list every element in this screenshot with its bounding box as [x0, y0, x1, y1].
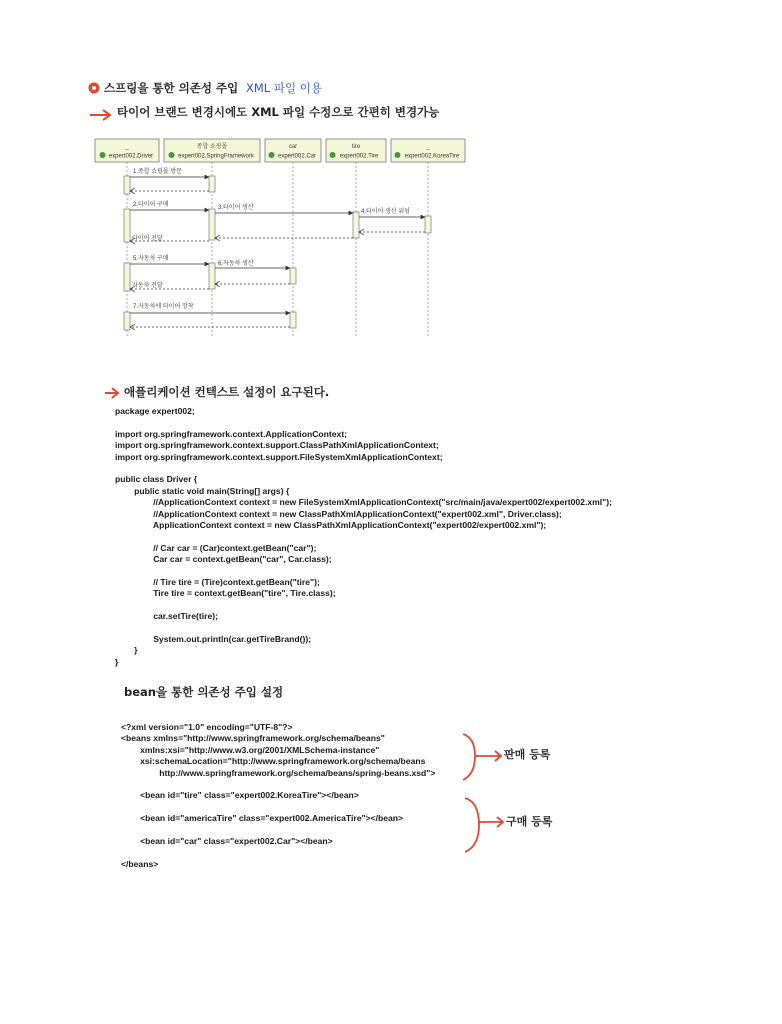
lifeline-dashes [127, 162, 428, 338]
message-6 [215, 259, 290, 284]
xml-line: <?xml version="1.0" encoding="UTF-8"?> [121, 722, 293, 732]
note-app-context: 애플리케이션 컨텍스트 설정이 요구된다. [124, 385, 330, 399]
lifeline-label: expert002.KoreaTire [404, 153, 460, 160]
code-line: import org.springframework.context.ApplicationContext; [115, 428, 348, 439]
note-buyer-register: 구매 등록 [506, 815, 553, 828]
xml-line [121, 779, 435, 790]
message-label: 1.종합 쇼핑몰 방문 [133, 169, 182, 175]
lifeline-label: expert002.Driver [108, 153, 154, 160]
code-line [115, 600, 612, 611]
note-spring-di: 스프링을 통한 의존성 주입 [104, 81, 239, 95]
message-label: 자동차 전달 [132, 283, 163, 289]
message-label: 타이어 전달 [132, 236, 163, 242]
message-5 [130, 254, 209, 264]
code-line: Tire tire = context.getBean("tire", Tire.class); [115, 588, 336, 599]
message-4 [215, 207, 425, 238]
message-7 [130, 302, 290, 327]
lifeline-koreatire [391, 139, 465, 162]
message-tire-return [130, 234, 209, 242]
code-line: import org.springframework.context.support.ClassPathXmlApplicationContext; [115, 440, 439, 451]
lifeline-car [265, 139, 321, 162]
message-car-return [130, 281, 209, 289]
code-line: ApplicationContext context = new ClassPathXmlApplicationContext("expert002/expert002.xml"); [115, 519, 547, 530]
sequence-diagram [0, 0, 782, 345]
java-code-block [115, 406, 612, 668]
lifeline-stereotype: tire [351, 144, 361, 150]
note-tire-brand-change: 타이어 브랜드 변경시에도 XML 파일 수정으로 간편히 변경가능 [117, 105, 440, 119]
note-xml-file: XML 파일 이용 [246, 81, 322, 95]
message-label: 6.자동차 생산 [218, 261, 254, 267]
code-line: } [115, 645, 138, 656]
code-line: // Car car = (Car)context.getBean("car"); [115, 542, 317, 553]
code-line [115, 565, 612, 576]
code-line [115, 463, 612, 474]
message-label: 3.타이어 생산 [218, 205, 254, 211]
class-icon [169, 152, 175, 158]
activation-bar [209, 209, 215, 240]
lifeline-stereotype: 종합 쇼핑몰 [196, 144, 228, 150]
activation-bar [290, 312, 296, 328]
code-line: import org.springframework.context.support.FileSystemXmlApplicationContext; [115, 451, 443, 462]
xml-line [121, 802, 435, 813]
message-label: 4.타이어 생산 위임 [361, 209, 410, 215]
activation-bar [124, 176, 130, 194]
activation-bar [425, 216, 431, 233]
note-bean-setup: bean을 통한 의존성 주입 설정 [124, 685, 284, 699]
activation-bar [124, 209, 130, 242]
code-line: car.setTire(tire); [115, 611, 219, 622]
activation-bar [209, 263, 215, 289]
xml-line: </beans> [121, 858, 159, 869]
activation-bar [353, 212, 359, 238]
lifeline-label: expert002.Car [277, 153, 317, 160]
xml-line [121, 825, 435, 836]
lifeline-springframework [164, 139, 260, 162]
lifeline-stereotype: _ [125, 144, 129, 150]
message-1 [130, 167, 209, 191]
xml-line: <bean id="car" class="expert002.Car"></bean> [121, 835, 333, 846]
red-arrow-icon [103, 386, 123, 400]
activation-bar [124, 263, 130, 291]
message-label: 2.타이어 구매 [133, 202, 169, 208]
lifeline-driver [95, 139, 159, 162]
activation-bar [290, 268, 296, 284]
xml-code-block [121, 722, 435, 870]
code-line [115, 531, 612, 542]
class-icon [395, 152, 401, 158]
xml-line: xmlns:xsi="http://www.w3.org/2001/XMLSchema-instance" [121, 744, 380, 755]
code-line: package expert002; [115, 406, 195, 416]
message-3 [215, 203, 353, 213]
code-line: } [115, 656, 119, 667]
lifeline-label: expert002.Tire [339, 153, 379, 160]
code-line: System.out.println(car.getTireBrand()); [115, 633, 312, 644]
class-icon [269, 152, 275, 158]
xml-line: <beans xmlns="http://www.springframework.org/schema/beans" [121, 733, 385, 744]
message-label: 7.자동차에 타이어 장착 [133, 304, 194, 310]
xml-line [121, 847, 435, 858]
code-line [115, 622, 612, 633]
class-icon [100, 152, 106, 158]
xml-line: <bean id="tire" class="expert002.KoreaTire"></bean> [121, 790, 359, 801]
activation-bar [124, 312, 130, 330]
code-line: public class Driver { [115, 474, 198, 485]
code-line: // Tire tire = (Tire)context.getBean("tire"); [115, 576, 320, 587]
activation-bar [209, 176, 215, 192]
code-line: Car car = context.getBean("car", Car.class); [115, 554, 332, 565]
lifeline-tire [326, 139, 386, 162]
xml-line: xsi:schemaLocation="http://www.springframework.org/schema/beans [121, 756, 426, 767]
lifeline-label: expert002.SpringFramework [178, 153, 254, 160]
xml-line: <bean id="americaTire" class="expert002.AmericaTire"></bean> [121, 813, 404, 824]
class-icon [330, 152, 336, 158]
code-line [115, 417, 612, 428]
message-label: 5.자동차 구매 [133, 256, 169, 262]
note-seller-register: 판매 등록 [504, 748, 551, 761]
message-2 [130, 200, 209, 210]
xml-line: http://www.springframework.org/schema/beans/spring-beans.xsd"> [121, 767, 436, 778]
code-line: public static void main(String[] args) { [115, 485, 290, 496]
lifeline-stereotype: _ [426, 144, 430, 150]
code-line: //ApplicationContext context = new FileSystemXmlApplicationContext("src/main/java/expert002/expert002.xml"); [115, 497, 612, 508]
lifeline-stereotype: car [288, 144, 298, 150]
code-line: //ApplicationContext context = new ClassPathXmlApplicationContext("expert002.xml", Driver.class); [115, 508, 562, 519]
